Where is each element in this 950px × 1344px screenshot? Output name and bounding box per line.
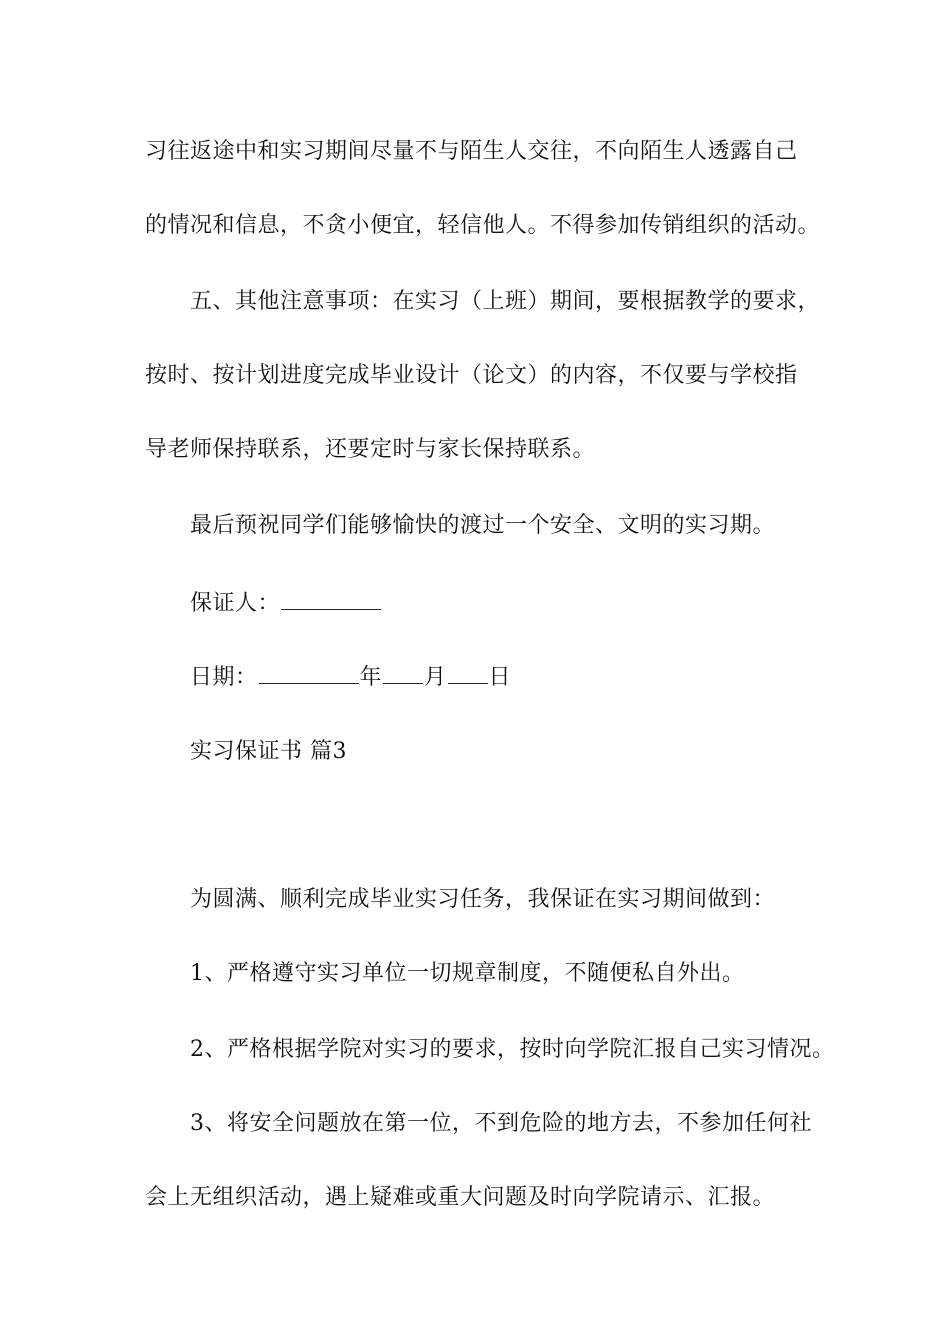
item-1: 1、严格遵守实习单位一切规章制度，不随便私自外出。 — [190, 961, 745, 986]
day-label: 日 — [488, 665, 512, 690]
item-3-line-2: 会上无组织活动，遇上疑难或重大问题及时向学院请示、汇报。 — [145, 1185, 776, 1210]
paragraph-line-5: 导老师保持联系，还要定时与家长保持联系。 — [145, 437, 596, 462]
item-3-line-1: 3、将安全问题放在第一位，不到危险的地方去，不参加任何社 — [190, 1111, 812, 1136]
day-blank[interactable] — [448, 661, 488, 684]
closing-wish: 最后预祝同学们能够愉快的渡过一个安全、文明的实习期。 — [190, 513, 776, 538]
paragraph-line-1: 习往返途中和实习期间尽量不与陌生人交往，不向陌生人透露自己 — [145, 139, 798, 164]
month-blank[interactable] — [383, 661, 423, 684]
year-label: 年 — [359, 665, 383, 690]
guarantor-blank[interactable] — [281, 587, 381, 610]
paragraph-line-4: 按时、按计划进度完成毕业设计（论文）的内容，不仅要与学校指 — [145, 363, 798, 388]
guarantor-line — [190, 587, 870, 619]
guarantor-label: 保证人： — [190, 591, 281, 616]
section-title: 实习保证书 篇3 — [190, 739, 347, 764]
item-2: 2、严格根据学院对实习的要求，按时向学院汇报自己实习情况。 — [190, 1037, 835, 1062]
year-blank[interactable] — [259, 661, 359, 684]
date-label: 日期： — [190, 665, 258, 690]
intro-line: 为圆满、顺利完成毕业实习任务，我保证在实习期间做到： — [190, 887, 776, 912]
date-line — [190, 661, 870, 693]
paragraph-line-3: 五、其他注意事项：在实习（上班）期间，要根据教学的要求， — [190, 289, 821, 314]
paragraph-line-2: 的情况和信息，不贪小便宜，轻信他人。不得参加传销组织的活动。 — [145, 213, 821, 238]
month-label: 月 — [424, 665, 447, 690]
